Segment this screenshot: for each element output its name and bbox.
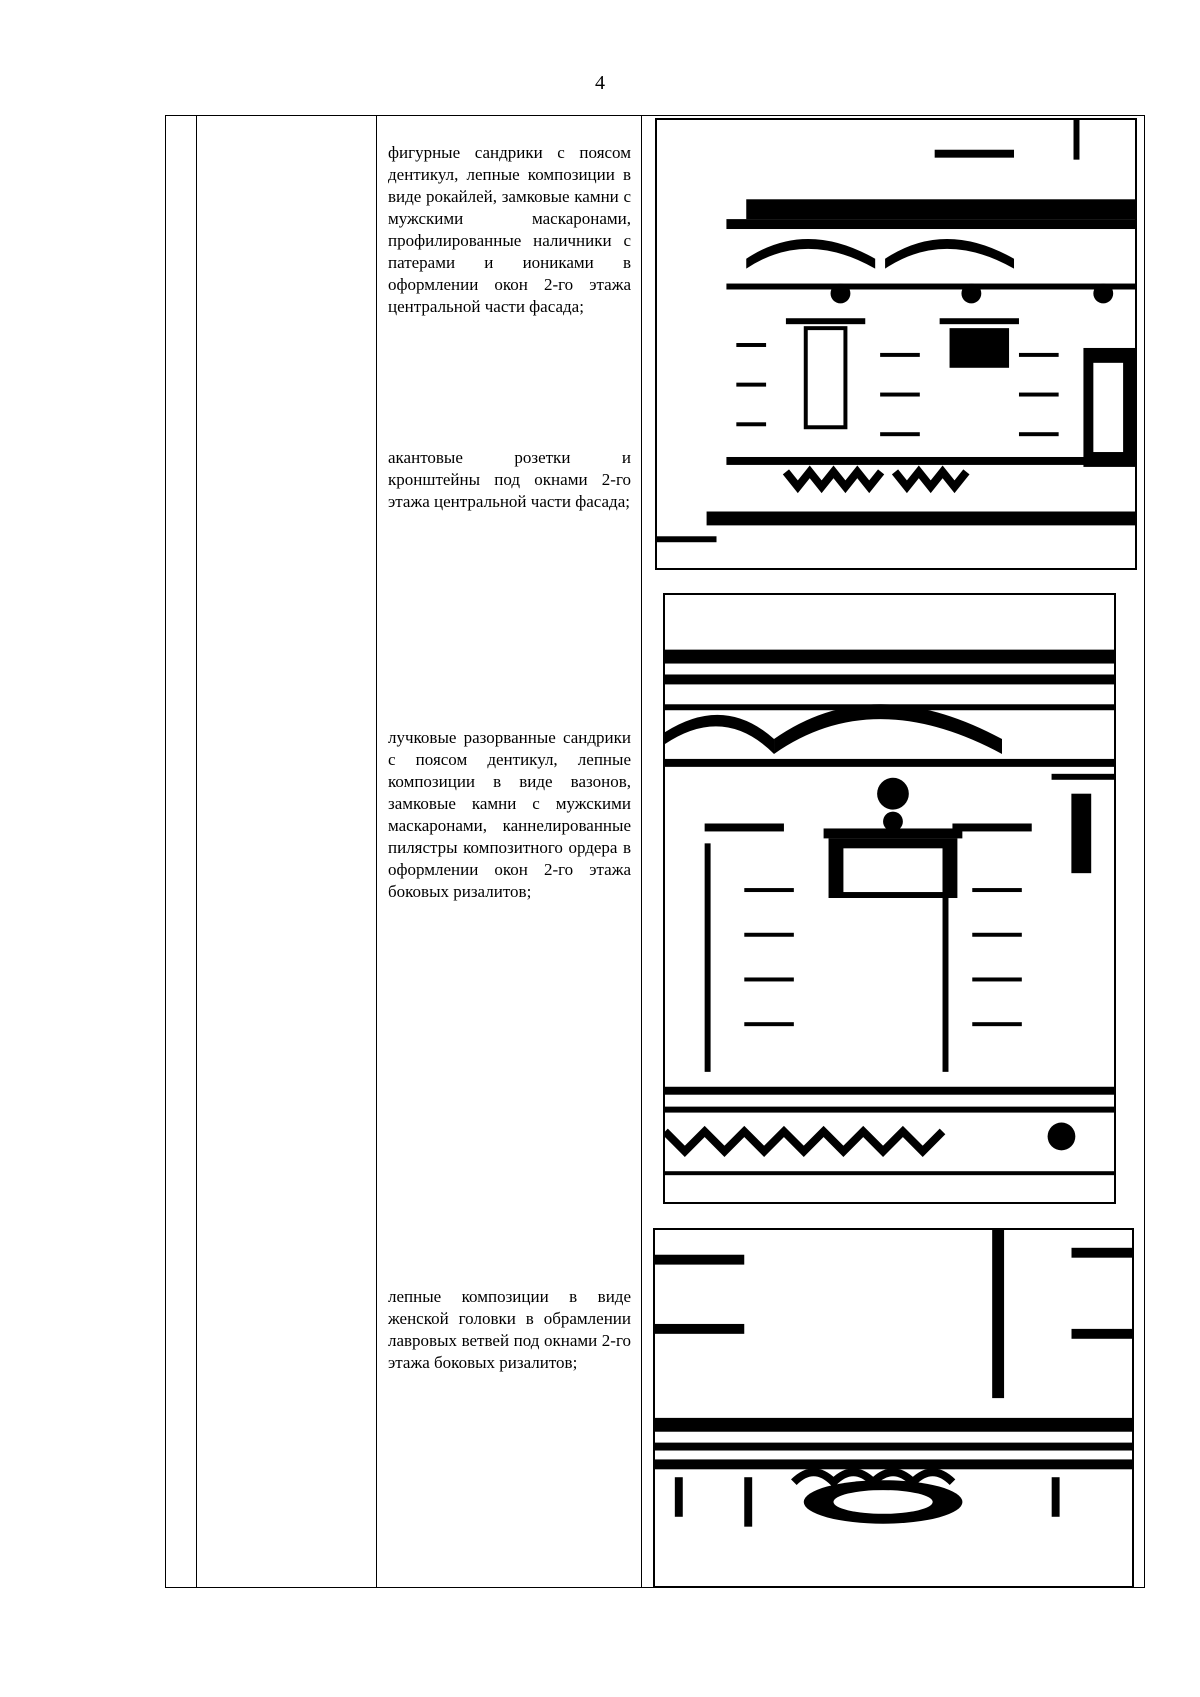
row-2-paragraph-1: лучковые разорванные сандрики с поясом дентикул, лепные композиции в виде вазонов, замковые камни с мужскими маскаронами, каннелированные пилястры композитного ордера в оформлении окон 2-го этажа боковых ризалитов; [388, 728, 631, 901]
page-number: 4 [595, 72, 605, 94]
row-1-paragraph-1: фигурные сандрики с поясом дентикул, лепные композиции в виде рокайлей, замковые камни с мужскими маскаронами, профилированные наличники с патерами и иониками в оформлении окон 2-го этажа центральной части фасада; [388, 143, 631, 316]
row-2-description [388, 727, 631, 903]
row-1-description [388, 142, 631, 318]
column-divider [376, 116, 377, 1587]
row-3-description [388, 1286, 631, 1374]
facade-photo-central-windows-icon [655, 118, 1137, 570]
row-3-paragraph-1: лепные композиции в виде женской головки в обрамлении лавровых ветвей под окнами 2-го этажа боковых ризалитов; [388, 1287, 631, 1372]
column-divider [641, 116, 642, 1587]
row-1-description-2 [388, 447, 631, 513]
column-divider [196, 116, 197, 1587]
facade-photo-stucco-head-icon [653, 1228, 1134, 1588]
facade-photo-side-window-icon [663, 593, 1116, 1204]
row-1-paragraph-2: акантовые розетки и кронштейны под окнами 2-го этажа центральной части фасада; [388, 448, 631, 511]
